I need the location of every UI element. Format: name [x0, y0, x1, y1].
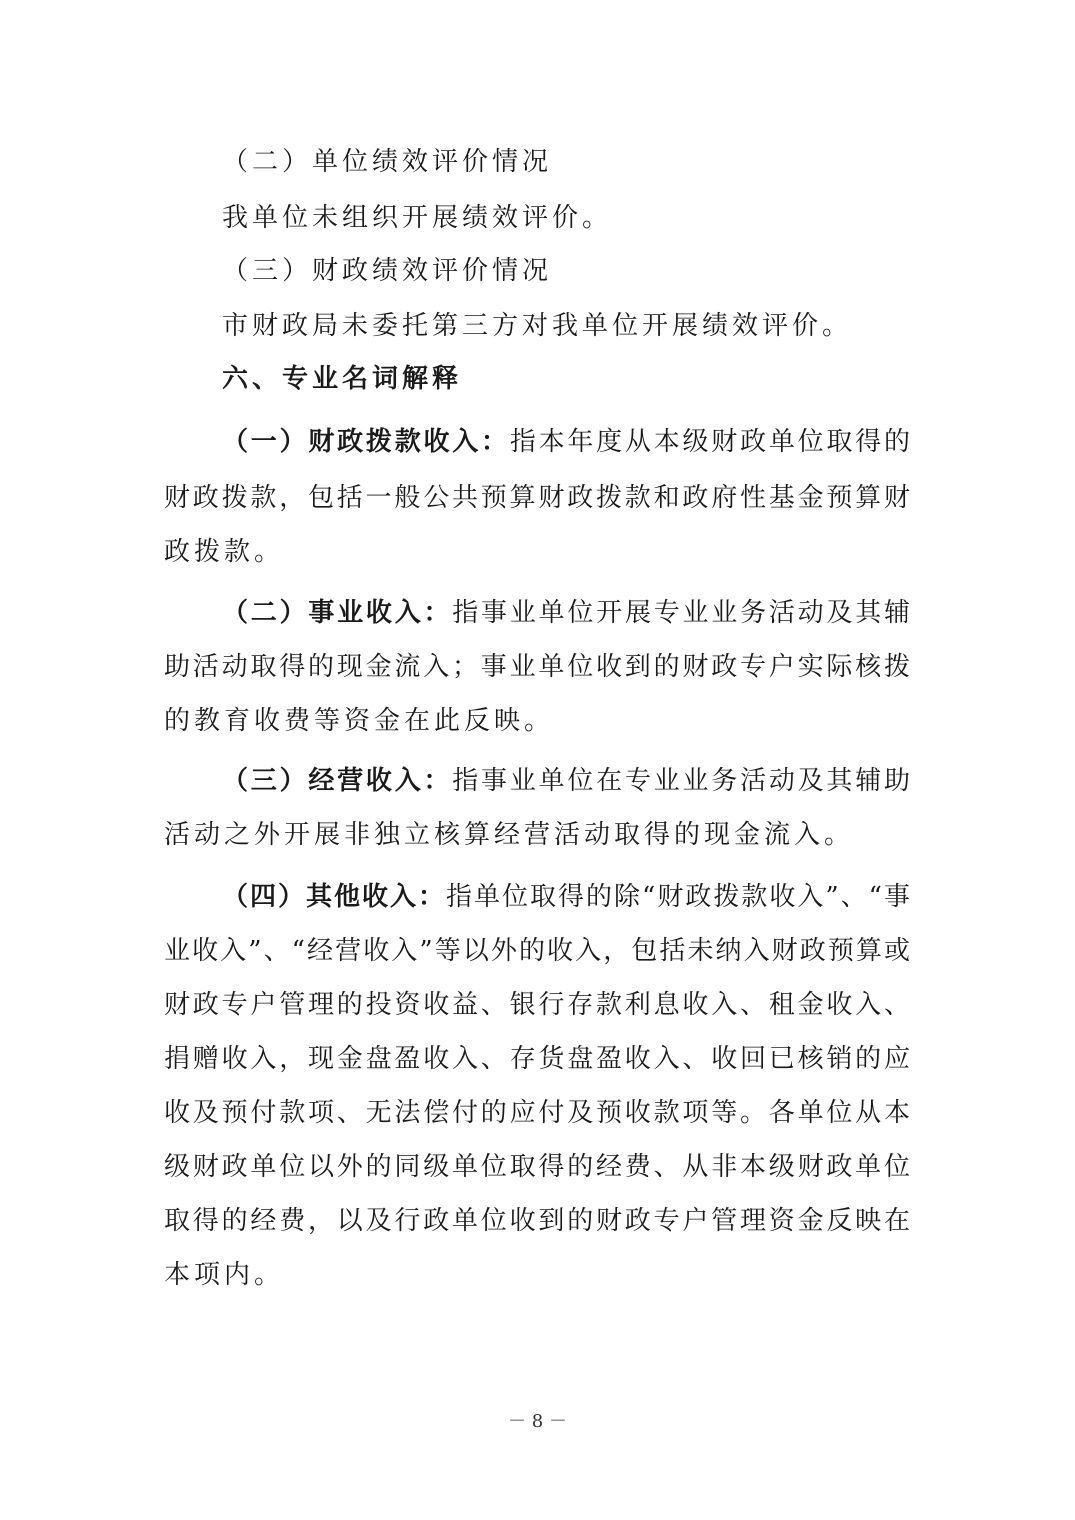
glossary-item-2-line-3: 的教育收费等资金在此反映。	[164, 706, 555, 736]
glossary-item-3-line-2: 活动之外开展非独立核算经营活动取得的现金流入。	[164, 820, 855, 850]
glossary-item-4-line-4: 捐赠收入，现金盘盈收入、存货盘盈收入、收回已核销的应	[164, 1044, 912, 1074]
glossary-item-1-line-3: 政拨款。	[164, 537, 285, 567]
glossary-item-3-line-1	[222, 764, 912, 798]
glossary-term: （一）财政拨款收入：	[222, 427, 510, 457]
glossary-heading: 六、专业名词解释	[222, 364, 463, 394]
section-heading-unit-eval: （二）单位绩效评价情况	[222, 147, 553, 177]
glossary-item-4-line-1	[222, 880, 912, 914]
section-heading-finance-eval: （三）财政绩效评价情况	[222, 256, 553, 286]
page-number: － 8 －	[508, 1411, 567, 1432]
glossary-term: （四）其他收入：	[222, 882, 447, 912]
glossary-item-2-line-2: 助活动取得的现金流入；事业单位收到的财政专户实际核拨	[164, 652, 912, 682]
glossary-definition: 指本年度从本级财政单位取得的	[509, 427, 912, 457]
glossary-item-1-line-1	[222, 425, 912, 459]
glossary-item-2-line-1	[222, 596, 912, 630]
glossary-item-4-line-2: 业收入”、“经营收入”等以外的收入，包括未纳入财政预算或	[164, 936, 912, 966]
glossary-item-4-line-5: 收及预付款项、无法偿付的应付及预收款项等。各单位从本	[164, 1098, 912, 1128]
glossary-item-1-line-2: 财政拨款，包括一般公共预算财政拨款和政府性基金预算财	[164, 483, 912, 513]
section-body-finance-eval: 市财政局未委托第三方对我单位开展绩效评价。	[222, 311, 853, 341]
glossary-term: （三）经营收入：	[222, 766, 453, 796]
glossary-definition: 指单位取得的除“财政拨款收入”、“事	[446, 882, 912, 912]
glossary-definition: 指事业单位开展专业业务活动及其辅	[452, 598, 912, 628]
glossary-definition: 指事业单位在专业业务活动及其辅助	[452, 766, 912, 796]
glossary-item-4-line-7: 取得的经费，以及行政单位收到的财政专户管理资金反映在	[164, 1206, 912, 1236]
glossary-item-4-line-3: 财政专户管理的投资收益、银行存款利息收入、租金收入、	[164, 990, 912, 1020]
glossary-term: （二）事业收入：	[222, 598, 453, 628]
section-body-unit-eval: 我单位未组织开展绩效评价。	[222, 203, 613, 233]
glossary-item-4-line-6: 级财政单位以外的同级单位取得的经费、从非本级财政单位	[164, 1152, 912, 1182]
glossary-item-4-line-8: 本项内。	[164, 1260, 285, 1290]
